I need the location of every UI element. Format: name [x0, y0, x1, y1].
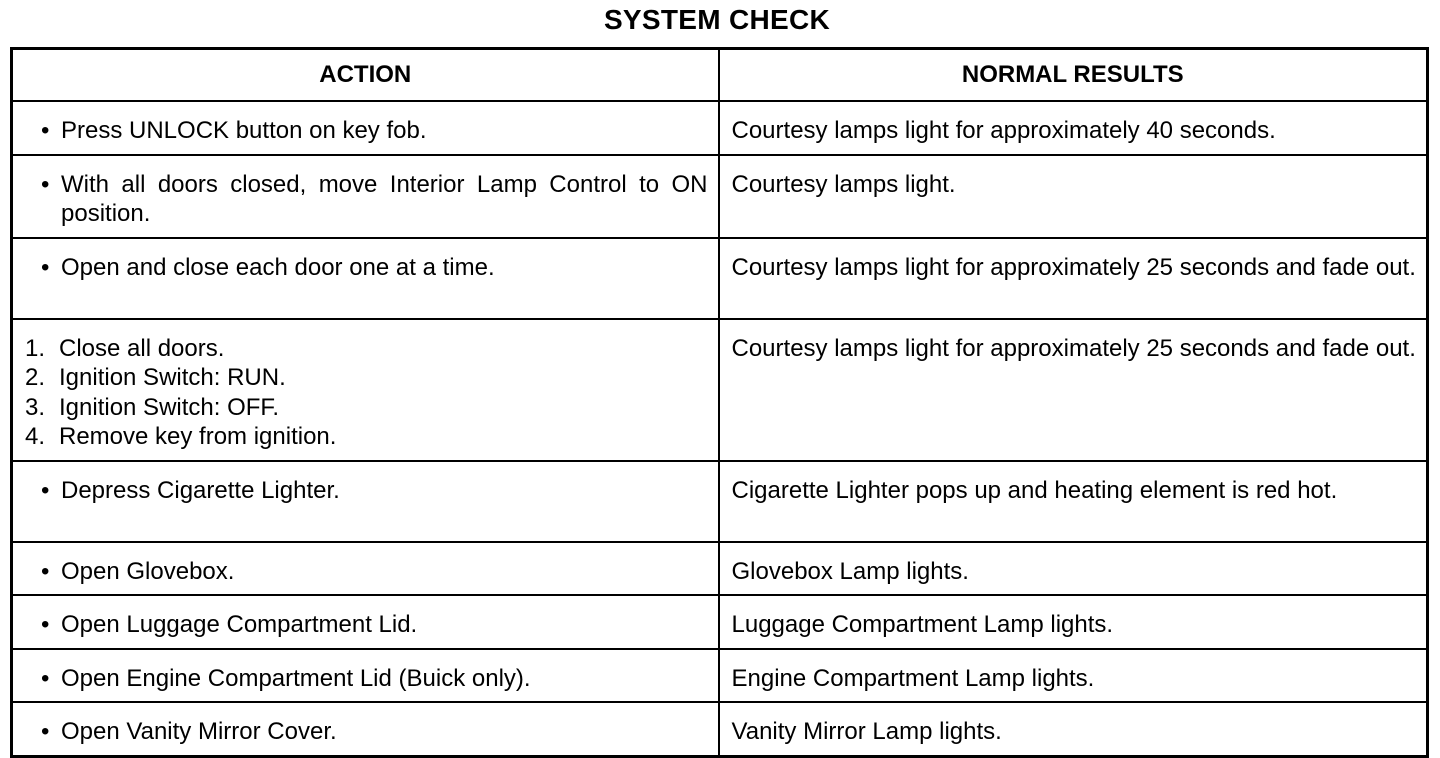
action-cell — [12, 702, 719, 756]
header-action: ACTION — [12, 49, 719, 102]
action-cell — [12, 542, 719, 596]
action-text: Open Luggage Compartment Lid. — [61, 611, 418, 638]
list-item — [25, 422, 708, 452]
result-cell: Luggage Compartment Lamp lights. — [719, 595, 1428, 649]
system-check-table — [10, 47, 1429, 758]
result-cell: Glovebox Lamp lights. — [719, 542, 1428, 596]
result-cell: Courtesy lamps light. — [719, 155, 1428, 238]
action-cell — [12, 101, 719, 155]
table-row — [12, 238, 1428, 319]
table-row — [12, 542, 1428, 596]
step-number: 4. — [25, 423, 46, 450]
bullet-icon: • — [41, 718, 50, 745]
action-cell — [12, 319, 719, 461]
action-cell — [12, 461, 719, 542]
bullet-icon: • — [41, 476, 50, 504]
step-text: Ignition Switch: RUN. — [59, 364, 286, 391]
action-cell — [12, 155, 719, 238]
document-title: SYSTEM CHECK — [603, 4, 831, 35]
bullet-icon: • — [41, 664, 50, 692]
steps-list — [25, 334, 708, 452]
result-cell: Vanity Mirror Lamp lights. — [719, 702, 1428, 756]
table-row — [12, 649, 1428, 703]
table-row — [12, 319, 1428, 461]
result-cell: Courtesy lamps light for approximately 25 seconds and fade out. — [719, 238, 1428, 319]
action-text: With all doors closed, move Interior Lamp Control to ON position. — [61, 170, 708, 227]
action-cell — [12, 595, 719, 649]
table-row — [12, 461, 1428, 542]
action-text: Depress Cigarette Lighter. — [61, 476, 340, 504]
bullet-icon: • — [41, 253, 50, 281]
step-text: Ignition Switch: OFF. — [59, 393, 280, 421]
bullet-icon: • — [41, 117, 50, 144]
header-normal-results: NORMAL RESULTS — [719, 49, 1428, 102]
table-row — [12, 702, 1428, 756]
step-text: Close all doors. — [59, 334, 225, 362]
step-text: Remove key from ignition. — [59, 423, 337, 450]
bullet-icon: • — [41, 557, 50, 585]
action-cell — [12, 238, 719, 319]
action-text: Open and close each door one at a time. — [61, 253, 495, 281]
action-cell — [12, 649, 719, 703]
list-item — [25, 393, 708, 423]
step-number: 1. — [25, 334, 46, 362]
step-number: 3. — [25, 393, 46, 421]
step-number: 2. — [25, 364, 46, 391]
table-row — [12, 595, 1428, 649]
action-text: Open Glovebox. — [61, 557, 235, 585]
action-text: Open Engine Compartment Lid (Buick only). — [61, 664, 531, 692]
result-cell: Courtesy lamps light for approximately 25 seconds and fade out. — [719, 319, 1428, 461]
bullet-icon: • — [41, 170, 50, 198]
result-cell: Cigarette Lighter pops up and heating element is red hot. — [719, 461, 1428, 542]
table-row — [12, 155, 1428, 238]
table-row — [12, 101, 1428, 155]
bullet-icon: • — [41, 611, 50, 638]
result-cell: Engine Compartment Lamp lights. — [719, 649, 1428, 703]
result-cell: Courtesy lamps light for approximately 40 seconds. — [719, 101, 1428, 155]
action-text: Press UNLOCK button on key fob. — [61, 117, 427, 144]
list-item — [25, 334, 708, 364]
action-text: Open Vanity Mirror Cover. — [61, 718, 337, 745]
table-header-row — [12, 49, 1428, 102]
list-item — [25, 363, 708, 393]
